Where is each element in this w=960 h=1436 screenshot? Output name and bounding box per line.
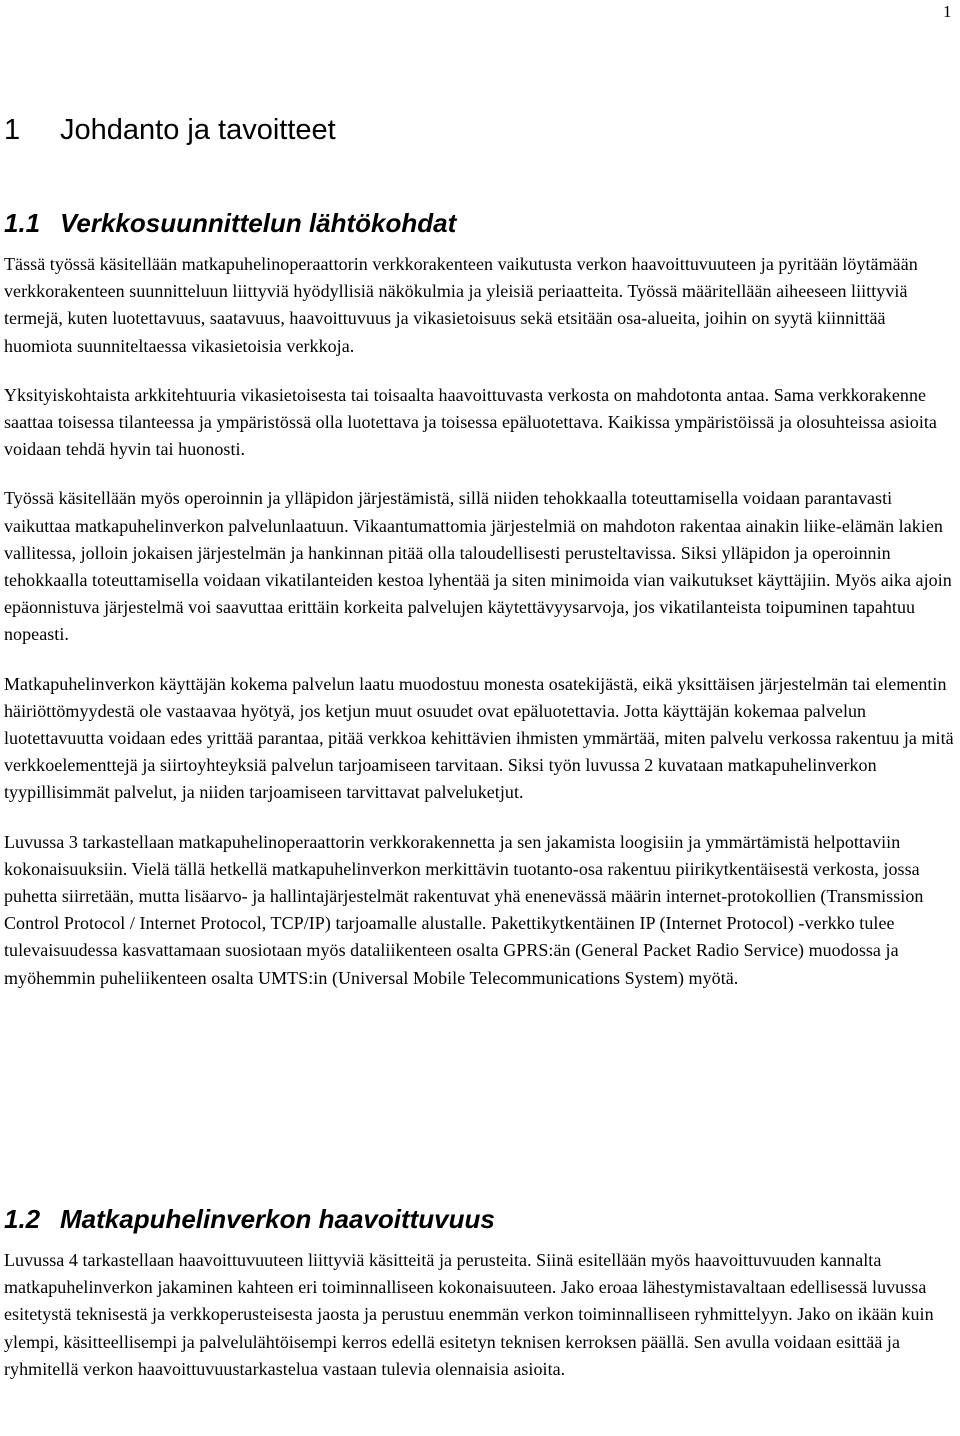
- section-matkapuhelinverkon-haavoittuvuus: [4, 1203, 958, 1383]
- chapter-title: Johdanto ja tavoitteet: [60, 114, 336, 146]
- section-heading: [4, 1203, 958, 1235]
- paragraph: Luvussa 4 tarkastellaan haavoittuvuuteen liittyviä käsitteitä ja perusteita. Siinä esitellään myös haavoittuvuuden kannalta matkapuhelinverkon jakaminen kahteen eri toiminnalliseen kokonaisuuteen. Jako eroaa lähestymistavaltaan edellisessä luvussa esitetystä teknisestä ja verkkoperusteisesta jaosta ja perustuu enemmän verkon toiminnalliseen ryhmittelyyn. Jako on ikään kuin ylempi, käsitteellisempi ja palvelulähtöisempi kerros edellä esitetyn teknisen kerroksen päällä. Sen avulla voidaan esittää ja ryhmitellä verkon haavoittuvuustarkastelua vastaan tulevia olennaisia asioita.: [4, 1250, 934, 1379]
- paragraph: Tässä työssä käsitellään matkapuhelinoperaattorin verkkorakenteen vaikutusta verkon haavoittuvuuteen ja pyritään löytämään verkkorakenteen suunnitteluun liittyviä hyödyllisiä näkökulmia ja yleisiä periaatteita. Työssä määritellään aiheeseen liittyviä termejä, kuten luotettavuus, saatavuus, haavoittuvuus ja vikasietoisuus sekä etsitään osa-alueita, joihin on syytä kiinnittää huomiota suunniteltaessa vikasietoisia verkkoja.: [4, 254, 918, 356]
- page-number: 1: [943, 2, 952, 21]
- section-number: 1.1: [4, 208, 41, 238]
- paragraph: Luvussa 3 tarkastellaan matkapuhelinoperaattorin verkkorakennetta ja sen jakamista loogisiin ja ymmärtämistä helpottaviin kokonaisuuksiin. Vielä tällä hetkellä matkapuhelinverkon merkittävin tuotanto-osa rakentuu piirikytkentäisestä verkosta, jossa puhetta siirretään, mutta lisäarvo- ja hallintajärjestelmät rakentuvat yhä enenevässä määrin internet-protokollien (Transmission Control Protocol / Internet Protocol, TCP/IP) tarjoamalle alustalle. Pakettikytkentäinen IP (Internet Protocol) -verkko tulee tulevaisuudessa kasvattamaan suosiotaan myös dataliikenteen osalta GPRS:än (General Packet Radio Service) muodossa ja myöhemmin puheliikenteen osalta UMTS:in (Universal Mobile Telecommunications System) myötä.: [4, 831, 924, 988]
- paragraph: Työssä käsitellään myös operoinnin ja ylläpidon järjestämistä, sillä niiden tehokkaalla toteuttamisella voidaan parantavasti vaikuttaa matkapuhelinverkon palvelunlaatuun. Vikaantumattomia järjestelmiä on mahdoton rakentaa ainakin liike-elämän lakien vallitessa, jolloin jokaisen järjestelmän ja hankinnan pitää olla taloudellisesti perusteltavissa. Siksi ylläpidon ja operoinnin tehokkaalla toteuttamisella voidaan vikatilanteiden kestoa lyhentää ja siten minimoida vian vaikutukset käyttäjiin. Myös aika ajoin epäonnistuva järjestelmä voi saavuttaa erittäin korkeita palvelujen käytettävyysarvoja, jos vikatilanteista toipuminen tapahtuu nopeasti.: [4, 488, 952, 645]
- section-title: Matkapuhelinverkon haavoittuvuus: [60, 1204, 495, 1234]
- paragraph: Yksityiskohtaista arkkitehtuuria vikasietoisesta tai toisaalta haavoittuvasta verkosta on mahdotonta antaa. Sama verkkorakenne saattaa toisessa tilanteessa ja ympäristössä olla luotettava ja toisessa epäluotettava. Kaikissa ympäristöissä ja olosuhteissa asioita voidaan tehdä hyvin tai huonosti.: [4, 384, 937, 460]
- chapter-number: 1: [4, 114, 21, 146]
- chapter-heading: [4, 112, 336, 148]
- section-verkkosuunnittelun-lahtokohdat: [4, 207, 958, 992]
- section-title: Verkkosuunnittelun lähtökohdat: [60, 208, 457, 238]
- paragraph: Matkapuhelinverkon käyttäjän kokema palvelun laatu muodostuu monesta osatekijästä, eikä yksittäisen järjestelmän tai elementin häiriöttömyydestä ole vastaavaa hyötyä, jos ketjun muut osuudet ovat epäluotettavia. Jotta käyttäjän kokemaa palvelun luotettavuutta voidaan edes yrittää parantaa, pitää verkkoa kehittävien ihmisten ymmärtää, miten palvelu verkossa rakentuu ja mitä verkkoelementtejä ja siirtoyhteyksiä palvelun tarjoamiseen tarvitaan. Siksi työn luvussa 2 kuvataan matkapuhelinverkon tyypillisimmät palvelut, ja niiden tarjoamiseen tarvittavat palveluketjut.: [4, 673, 954, 803]
- section-number: 1.2: [4, 1204, 41, 1234]
- section-heading: [4, 207, 958, 239]
